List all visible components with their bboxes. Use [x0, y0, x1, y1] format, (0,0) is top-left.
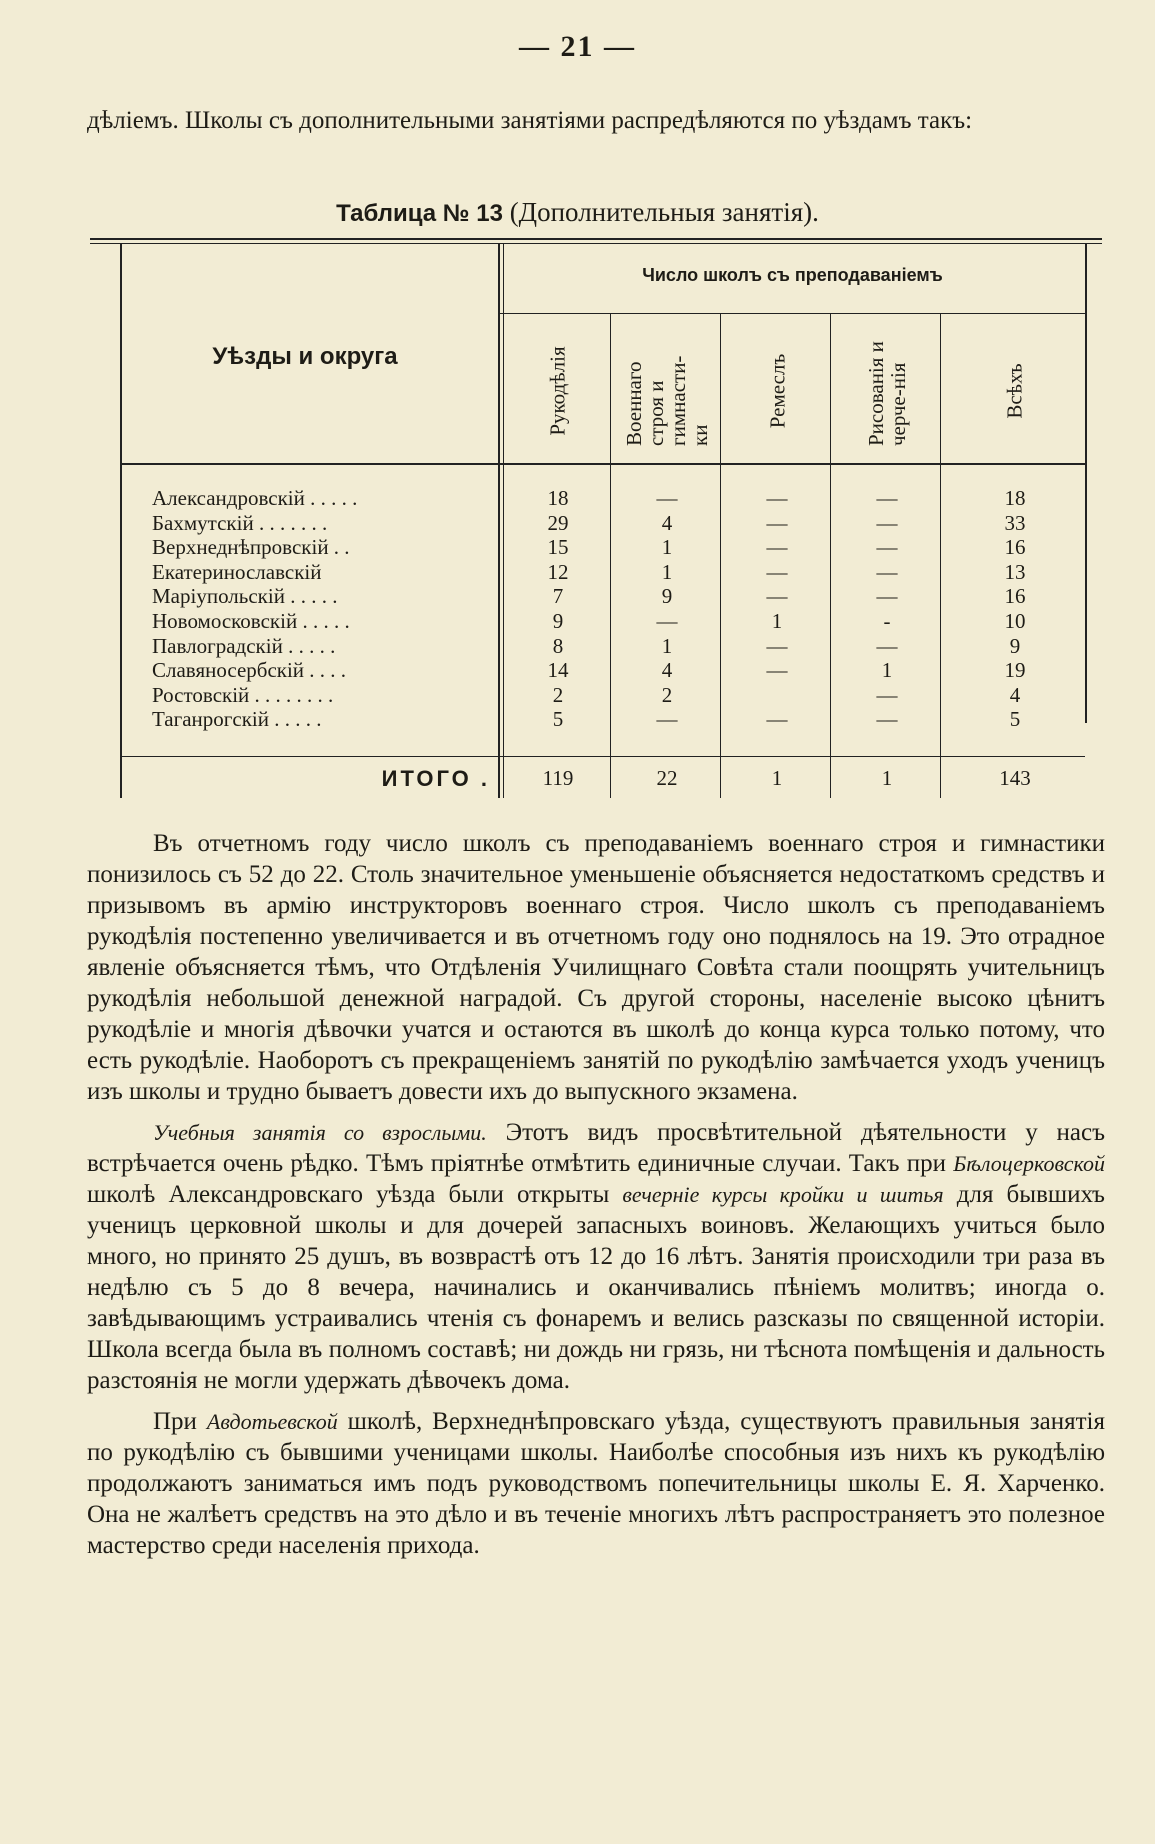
- total-value: 119: [542, 766, 574, 790]
- table-caption-number: Таблица № 13: [336, 200, 503, 227]
- table-cell: 5: [552, 707, 564, 732]
- table-cell: —: [876, 510, 898, 535]
- table-cell: 5: [1009, 707, 1021, 732]
- table-cell: 18: [547, 486, 569, 510]
- table-cell: —: [766, 707, 788, 732]
- table-cell: 13: [1004, 559, 1026, 584]
- paragraph: [87, 1117, 1105, 1396]
- italic-text: Бѣлоцерковской: [953, 1151, 1105, 1176]
- total-label: ИТОГО .: [381, 766, 490, 791]
- paragraph: [87, 1406, 1105, 1561]
- table-cell: 1: [661, 633, 673, 658]
- table-cell: —: [766, 535, 788, 560]
- table-cell: —: [766, 559, 788, 584]
- table-cell: —: [656, 707, 678, 732]
- table-cell: 9: [661, 584, 673, 609]
- text-segment: При: [153, 1408, 207, 1435]
- table-cell: —: [876, 633, 898, 658]
- column-header: [832, 318, 942, 463]
- table-cell: 12: [547, 559, 569, 584]
- column-header: [503, 318, 613, 463]
- table-cell: 2: [552, 682, 564, 707]
- column-header: [612, 318, 722, 463]
- table-top-rule: [90, 238, 1102, 240]
- table-cell: —: [766, 633, 788, 658]
- district-name: Новомосковскій . . . . .: [152, 609, 350, 633]
- table-cell: —: [656, 609, 678, 633]
- italic-text: вечерніе курсы кройки и шитья: [622, 1182, 944, 1207]
- district-name: Ростовскій . . . . . . . .: [152, 682, 334, 707]
- table-row: [90, 486, 1102, 510]
- column-header-label: Рукодѣлія: [546, 345, 570, 436]
- table-cell: 4: [661, 510, 673, 535]
- district-name: Маріупольскій . . . . .: [152, 584, 338, 609]
- text-segment: школѣ, Верхнеднѣпровскаго уѣзда, существуютъ правильныя занятія по рукодѣлію съ бывшими ученицами школы. Наиболѣе способныя изъ нихъ къ рукодѣлію продолжаютъ заниматься имъ подъ руководствомъ попечительницы школы Е. Я. Харченко. Она не жалѣетъ средствъ на это дѣло и въ теченіе многихъ лѣтъ распространяетъ это полезное мастерство среди населенія прихода.: [87, 1408, 1106, 1559]
- district-name: Екатеринославскій: [152, 559, 322, 584]
- table-cell: 29: [547, 510, 569, 535]
- group-header: Число школъ съ преподаваніемъ: [642, 265, 943, 285]
- table-top-rule-thin: [90, 243, 1102, 244]
- paragraph: [87, 828, 1105, 1107]
- table-cell: —: [766, 510, 788, 535]
- table-cell: —: [876, 707, 898, 732]
- text-segment: Въ отчетномъ году число школъ съ преподаваніемъ военнаго строя и гимнастики понизилось съ 52 до 22. Столь значительное уменьшеніе объясняется недостаткомъ средствъ и призывомъ въ армію инструкторовъ военнаго строя. Число школъ съ преподаваніемъ рукодѣлія постепенно увеличивается и въ отчетномъ году оно поднялось на 19. Это отрадное явленіе объясняется тѣмъ, что Отдѣленія Училищнаго Совѣта стали поощрять учительницъ рукодѣлія небольшой денежной наградой. Съ другой стороны, населеніе высоко цѣнитъ рукодѣліе и многія дѣвочки учатся и остаются въ школѣ до конца курса только потому, что есть рукодѣліе. Наоборотъ съ прекращеніемъ занятій по рукодѣлію замѣчается уходъ ученицъ изъ школы и трудно бываетъ довести ихъ до выпускного экзамена.: [87, 830, 1105, 1105]
- district-name: Славяносербскій . . . .: [152, 658, 347, 683]
- column-header-label: Ремеслъ: [764, 353, 789, 428]
- table-row: [90, 707, 1102, 731]
- table-cell: 18: [1004, 486, 1026, 510]
- table-cell: 15: [547, 535, 569, 560]
- table-cell: —: [876, 682, 898, 707]
- table-cell: 1: [661, 559, 673, 584]
- text-segment: для бывшихъ ученицъ церковной школы и для дочерей запасныхъ воиновъ. Желающихъ учиться было много, но принято 25 душъ, въ возврастѣ отъ 12 до 16 лѣтъ. Занятія происходили три раза въ недѣлю съ 5 до 8 вечера, начинались и оканчивались пѣніемъ молитвъ; иногда о. завѣдывающимъ устраивались чтенія съ фонаремъ и велись разсказы по священной исторіи. Школа всегда была въ полномъ составѣ; ни дождь ни грязь, ни тѣснота помѣщенія и дальность разстоянія не могли удержать дѣвочекъ дома.: [87, 1181, 1105, 1394]
- table-row: [90, 683, 1102, 707]
- column-header: [722, 318, 832, 463]
- table-cell: 4: [661, 658, 673, 683]
- table-cell: 9: [552, 609, 564, 633]
- table-cell: 9: [1009, 633, 1021, 658]
- table-row: [90, 560, 1102, 584]
- total-value: 1: [771, 766, 783, 790]
- table-caption: [0, 197, 1155, 228]
- table-cell: —: [656, 486, 678, 510]
- intro-text: дѣліемъ. Школы съ дополнительными занятіями распредѣляются по уѣздамъ такъ:: [87, 107, 973, 134]
- table-cell: 1: [771, 609, 783, 633]
- table-cell: 16: [1004, 584, 1026, 609]
- table-cell: —: [766, 486, 788, 510]
- table-caption-title: (Дополнительныя занятія).: [502, 197, 819, 227]
- table-cell: 16: [1004, 535, 1026, 560]
- table-row: [90, 535, 1102, 559]
- total-value: 143: [999, 766, 1031, 790]
- district-name: Павлоградскій . . . . .: [152, 633, 336, 658]
- total-value: 1: [881, 766, 893, 790]
- table-cell: 7: [552, 584, 564, 609]
- table-cell: 1: [661, 535, 673, 560]
- table-cell: 14: [547, 658, 569, 683]
- district-name: Бахмутскій . . . . . . .: [152, 510, 328, 535]
- district-name: Верхнеднѣпровскій . .: [152, 535, 350, 560]
- table-cell: 10: [1004, 609, 1026, 633]
- column-header: [960, 318, 1070, 463]
- italic-text: Авдотьевской: [206, 1409, 338, 1434]
- table-row: [90, 658, 1102, 682]
- column-header-label: Рисованія и черче-нія: [864, 340, 910, 446]
- table-cell: —: [876, 535, 898, 560]
- page-number: — 21 —: [519, 30, 636, 63]
- table-cell: —: [876, 559, 898, 584]
- text-segment: школѣ Александровскаго уѣзда были открыты: [87, 1181, 623, 1208]
- district-name: Таганрогскій . . . . .: [152, 707, 322, 732]
- table-cell: 33: [1004, 510, 1026, 535]
- table-cell: 8: [552, 633, 564, 658]
- table-cell: —: [766, 584, 788, 609]
- body-text: [87, 828, 1105, 1571]
- group-header-rule: [500, 313, 1085, 314]
- total-value: 22: [656, 766, 678, 790]
- column-header-label: Всѣхъ: [1002, 362, 1027, 419]
- table-row: [90, 609, 1102, 633]
- table-cell: -: [883, 609, 891, 633]
- column-header-label: Военнаго строя и гимнасти-ки: [622, 355, 712, 446]
- table-row: [90, 634, 1102, 658]
- table-cell: 2: [661, 682, 673, 707]
- district-name: Александровскій . . . . .: [152, 486, 358, 510]
- text-segment: Этотъ видъ просвѣтительной дѣятельности у насъ встрѣчается очень рѣдко. Тѣмъ пріятнѣе отмѣтить единичные случаи. Такъ при: [87, 1119, 1105, 1177]
- table-cell: 19: [1004, 658, 1026, 683]
- table-cell: —: [766, 658, 788, 683]
- table-13: [90, 238, 1102, 798]
- italic-text: Учебныя занятія со взрослыми.: [153, 1120, 487, 1145]
- row-header: Уѣзды и округа: [212, 343, 398, 370]
- table-cell: —: [876, 486, 898, 510]
- table-cell: —: [876, 584, 898, 609]
- table-row: [90, 584, 1102, 608]
- table-row: [90, 511, 1102, 535]
- table-cell: 1: [881, 658, 893, 683]
- table-cell: 4: [1009, 682, 1021, 707]
